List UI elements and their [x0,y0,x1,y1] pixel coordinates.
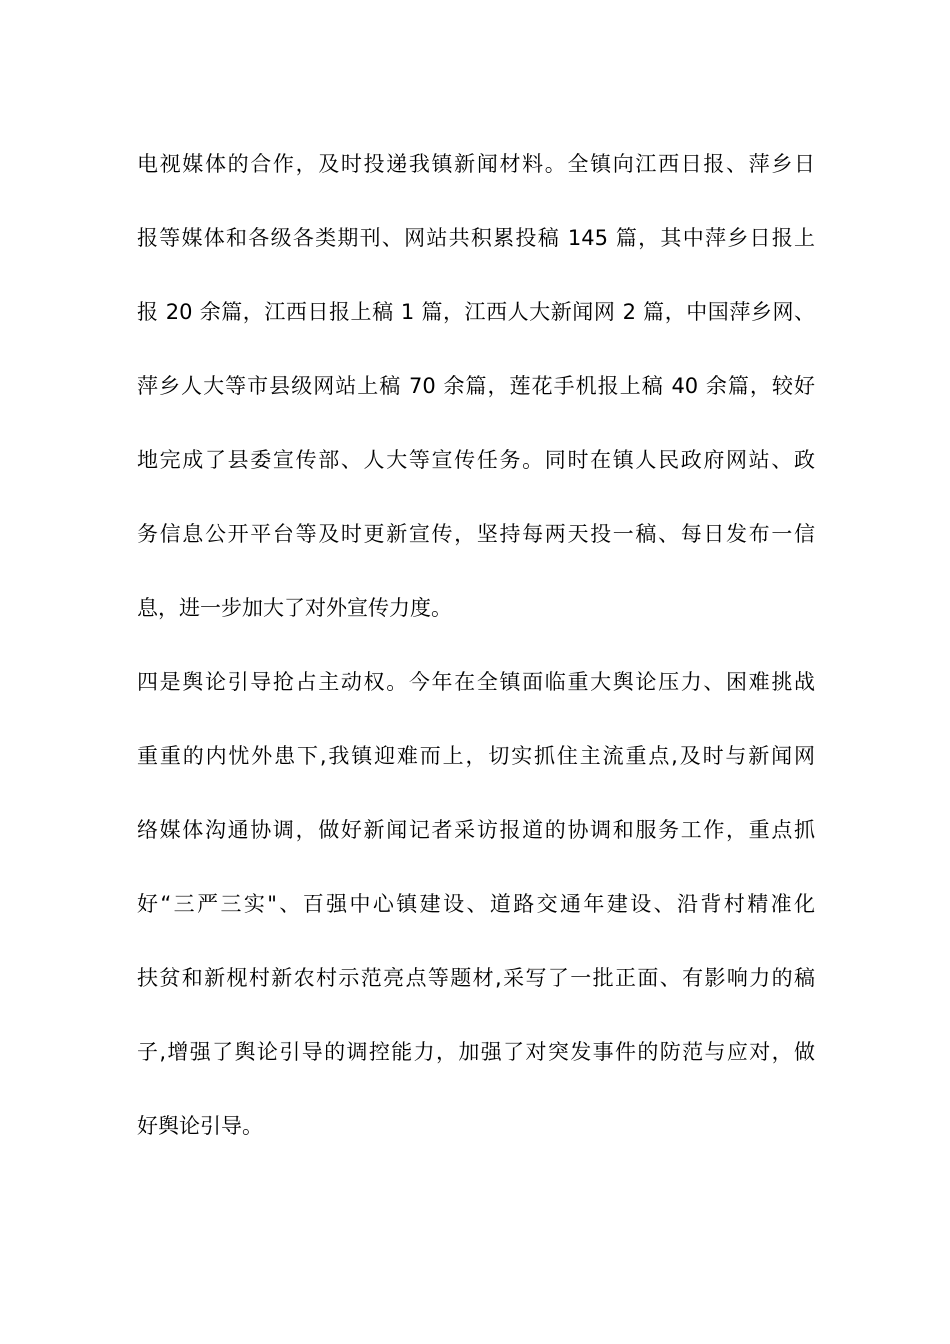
text-line: 地完成了县委宣传部、人大等宣传任务。同时在镇人民政府网站、政 [137,448,815,472]
text-line: 报等媒体和各级各类期刊、网站共积累投稿 145 篇，其中萍乡日报上 [137,226,815,250]
text-line: 子,增强了舆论引导的调控能力，加强了对突发事件的防范与应对，做 [137,1040,815,1064]
text-line: 报 20 余篇，江西日报上稿 1 篇，江西人大新闻网 2 篇，中国萍乡网、 [137,300,815,324]
text-line: 好“三严三实"、百强中心镇建设、道路交通年建设、沿背村精准化 [137,892,815,916]
text-line: 络媒体沟通协调，做好新闻记者采访报道的协调和服务工作，重点抓 [137,818,815,842]
text-line: 扶贫和新枧村新农村示范亮点等题材,采写了一批正面、有影响力的稿 [137,966,815,990]
text-line: 息，进一步加大了对外宣传力度。 [137,596,452,620]
text-line: 务信息公开平台等及时更新宣传，坚持每两天投一稿、每日发布一信 [137,522,815,546]
paragraph-media-submissions [137,127,815,645]
text-line: 萍乡人大等市县级网站上稿 70 余篇，莲花手机报上稿 40 余篇，较好 [137,374,815,398]
text-line: 好舆论引导。 [137,1114,263,1138]
paragraph-public-opinion [137,645,815,1163]
text-line: 四是舆论引导抢占主动权。今年在全镇面临重大舆论压力、困难挑战 [137,670,815,694]
text-line: 电视媒体的合作，及时投递我镇新闻材料。全镇向江西日报、萍乡日 [137,152,815,176]
text-line: 重重的内忧外患下,我镇迎难而上，切实抓住主流重点,及时与新闻网 [137,744,815,768]
